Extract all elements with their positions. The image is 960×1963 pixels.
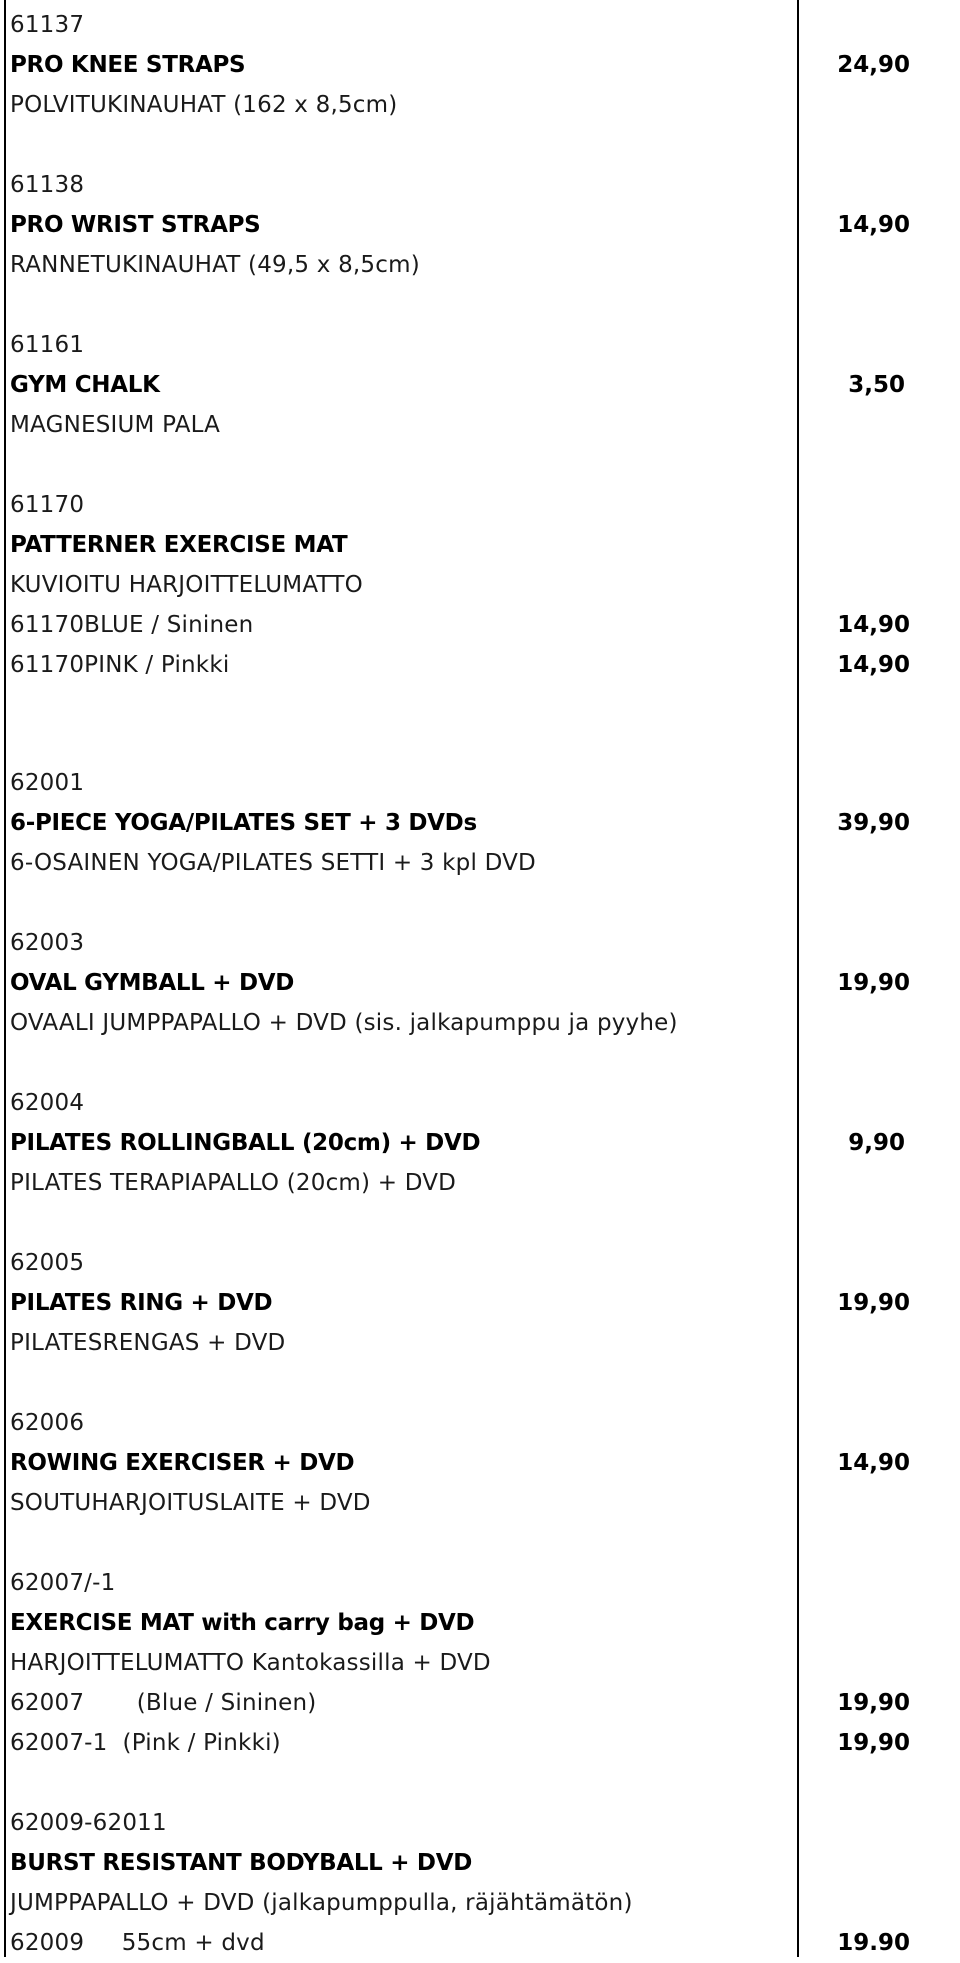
product-detail: 62007/-1 bbox=[10, 1570, 116, 1596]
list-item bbox=[0, 245, 960, 285]
product-name: 6-PIECE YOGA/PILATES SET + 3 DVDs bbox=[10, 810, 477, 836]
list-item bbox=[0, 365, 960, 405]
product-price: 24,90 bbox=[837, 52, 910, 78]
list-item bbox=[0, 1683, 960, 1723]
product-price: 14,90 bbox=[837, 212, 910, 238]
product-price: 19.90 bbox=[837, 1930, 910, 1956]
list-item bbox=[0, 605, 960, 645]
list-item bbox=[0, 763, 960, 803]
product-detail: SOUTUHARJOITUSLAITE + DVD bbox=[10, 1490, 371, 1516]
product-name: PRO KNEE STRAPS bbox=[10, 52, 246, 78]
list-item bbox=[0, 1243, 960, 1283]
product-price: 3,50 bbox=[848, 372, 905, 398]
product-name: PILATES ROLLINGBALL (20cm) + DVD bbox=[10, 1130, 481, 1156]
product-price: 19,90 bbox=[837, 970, 910, 996]
product-detail: 62009 55cm + dvd bbox=[10, 1930, 265, 1956]
product-price: 19,90 bbox=[837, 1690, 910, 1716]
list-item bbox=[0, 1723, 960, 1763]
product-detail: MAGNESIUM PALA bbox=[10, 412, 221, 438]
product-detail: RANNETUKINAUHAT (49,5 x 8,5cm) bbox=[10, 252, 420, 278]
list-item bbox=[0, 1163, 960, 1203]
product-name: PRO WRIST STRAPS bbox=[10, 212, 261, 238]
list-item bbox=[0, 1003, 960, 1043]
list-item bbox=[0, 1843, 960, 1883]
list-item bbox=[0, 5, 960, 45]
list-item bbox=[0, 843, 960, 883]
product-detail: 62007-1 (Pink / Pinkki) bbox=[10, 1730, 281, 1756]
product-name: OVAL GYMBALL + DVD bbox=[10, 970, 295, 996]
product-detail: 62001 bbox=[10, 770, 85, 796]
product-detail: 61170 bbox=[10, 492, 85, 518]
product-price: 19,90 bbox=[837, 1730, 910, 1756]
product-detail: JUMPPAPALLO + DVD (jalkapumppulla, räjähtämätön) bbox=[10, 1890, 633, 1916]
list-item bbox=[0, 165, 960, 205]
product-detail: 62006 bbox=[10, 1410, 85, 1436]
product-detail: 62004 bbox=[10, 1090, 85, 1116]
product-detail: 61170PINK / Pinkki bbox=[10, 652, 230, 678]
product-name: BURST RESISTANT BODYBALL + DVD bbox=[10, 1850, 473, 1876]
product-price: 9,90 bbox=[848, 1130, 905, 1156]
list-item bbox=[0, 1803, 960, 1843]
list-item bbox=[0, 1483, 960, 1523]
product-name: PATTERNER EXERCISE MAT bbox=[10, 532, 348, 558]
list-item bbox=[0, 565, 960, 605]
list-item bbox=[0, 1603, 960, 1643]
list-item bbox=[0, 325, 960, 365]
product-detail: 62007 (Blue / Sininen) bbox=[10, 1690, 317, 1716]
product-detail: PILATESRENGAS + DVD bbox=[10, 1330, 286, 1356]
product-price: 14,90 bbox=[837, 1450, 910, 1476]
list-item bbox=[0, 405, 960, 445]
list-item bbox=[0, 1643, 960, 1683]
list-item bbox=[0, 85, 960, 125]
product-detail: 6-OSAINEN YOGA/PILATES SETTI + 3 kpl DVD bbox=[10, 850, 536, 876]
product-detail: HARJOITTELUMATTO Kantokassilla + DVD bbox=[10, 1650, 491, 1676]
product-name: PILATES RING + DVD bbox=[10, 1290, 273, 1316]
product-detail: 61161 bbox=[10, 332, 85, 358]
product-detail: PILATES TERAPIAPALLO (20cm) + DVD bbox=[10, 1170, 457, 1196]
product-detail: OVAALI JUMPPAPALLO + DVD (sis. jalkapumppu ja pyyhe) bbox=[10, 1010, 678, 1036]
product-name: ROWING EXERCISER + DVD bbox=[10, 1450, 355, 1476]
list-item bbox=[0, 1283, 960, 1323]
product-price: 14,90 bbox=[837, 652, 910, 678]
list-item bbox=[0, 1083, 960, 1123]
list-item bbox=[0, 923, 960, 963]
list-item bbox=[0, 1563, 960, 1603]
product-detail: 61138 bbox=[10, 172, 85, 198]
list-item bbox=[0, 803, 960, 843]
list-item bbox=[0, 963, 960, 1003]
list-item bbox=[0, 1443, 960, 1483]
list-item bbox=[0, 485, 960, 525]
product-price: 19,90 bbox=[837, 1290, 910, 1316]
product-detail: 62003 bbox=[10, 930, 85, 956]
product-detail: 62005 bbox=[10, 1250, 85, 1276]
list-item bbox=[0, 525, 960, 565]
product-price: 39,90 bbox=[837, 810, 910, 836]
product-detail: 62009-62011 bbox=[10, 1810, 167, 1836]
list-item bbox=[0, 645, 960, 685]
product-detail: 61170BLUE / Sininen bbox=[10, 612, 254, 638]
list-item bbox=[0, 1323, 960, 1363]
product-detail: 61137 bbox=[10, 12, 85, 38]
list-item bbox=[0, 1883, 960, 1923]
product-name: GYM CHALK bbox=[10, 372, 160, 398]
product-price: 14,90 bbox=[837, 612, 910, 638]
list-item bbox=[0, 205, 960, 245]
product-detail: KUVIOITU HARJOITTELUMATTO bbox=[10, 572, 363, 598]
product-name: EXERCISE MAT with carry bag + DVD bbox=[10, 1610, 475, 1636]
product-detail: POLVITUKINAUHAT (162 x 8,5cm) bbox=[10, 92, 398, 118]
list-item bbox=[0, 1923, 960, 1963]
list-item bbox=[0, 45, 960, 85]
list-item bbox=[0, 1403, 960, 1443]
list-item bbox=[0, 1123, 960, 1163]
